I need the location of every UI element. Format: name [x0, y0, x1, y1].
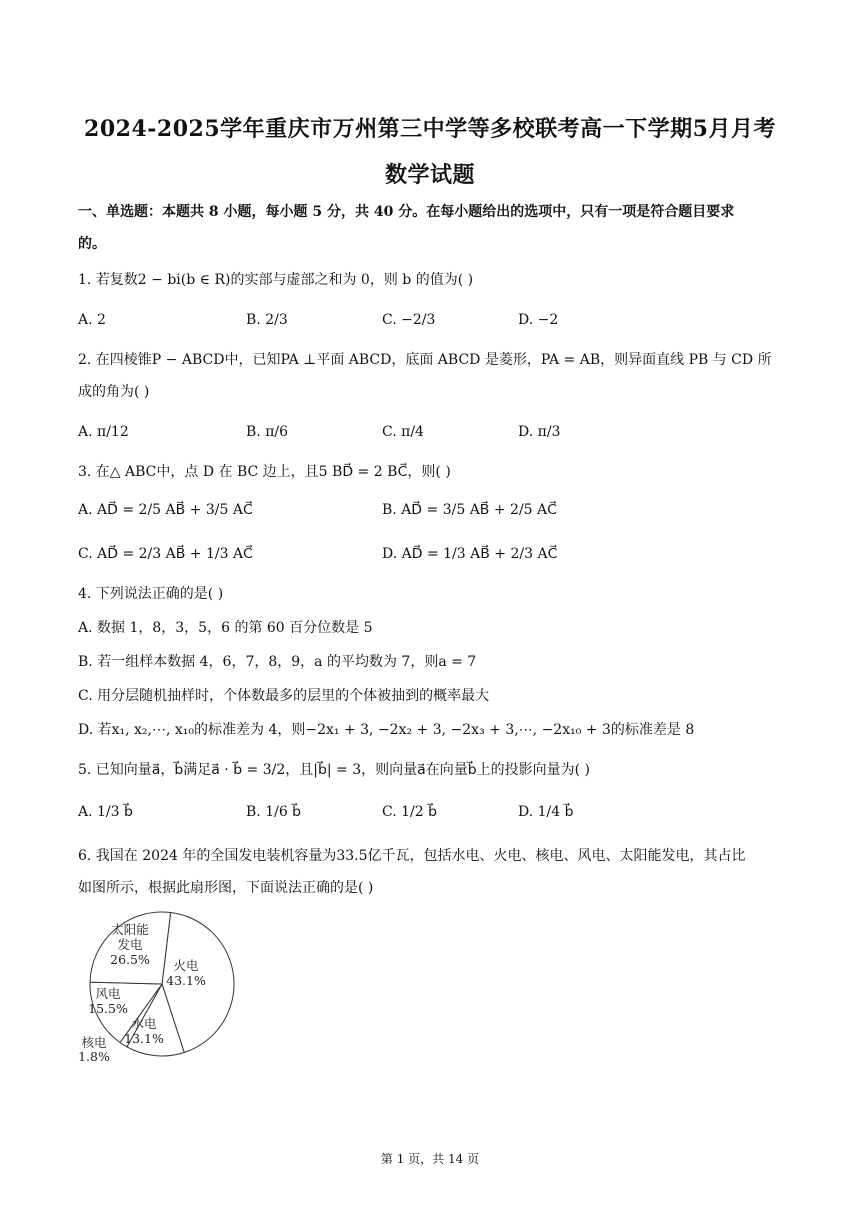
question-5-option-c: C. 1/2 b⃗: [382, 804, 437, 820]
slice-value-hydro: 13.1%: [124, 1031, 164, 1046]
question-1-option-b: B. 2/3: [246, 312, 288, 328]
question-4-option-c: C. 用分层随机抽样时，个体数最多的层里的个体被抽到的概率最大: [78, 688, 490, 704]
question-3-option-b: B. AD⃗ = 3/5 AB⃗ + 2/5 AC⃗: [382, 502, 557, 518]
slice-value-thermal: 43.1%: [166, 973, 206, 988]
slice-value-solar: 26.5%: [110, 952, 150, 967]
question-3-option-d: D. AD⃗ = 1/3 AB⃗ + 2/3 AC⃗: [382, 546, 558, 562]
question-5-option-d: D. 1/4 b⃗: [518, 804, 574, 820]
question-1-stem: 1. 若复数2 − bi(b ∈ R)的实部与虚部之和为 0，则 b 的值为( ): [78, 272, 474, 288]
slice-value-nuclear: 1.8%: [78, 1049, 110, 1064]
question-4-option-b: B. 若一组样本数据 4，6，7，8，9，a 的平均数为 7，则a = 7: [78, 654, 477, 670]
slice-label-wind: 风电: [95, 986, 121, 1001]
section-heading-cont: 的。: [78, 236, 106, 252]
page-footer: 第 1 页，共 14 页: [380, 1152, 480, 1166]
question-3-stem: 3. 在△ ABC中，点 D 在 BC 边上，且5 BD⃗ = 2 BC⃗，则( ): [78, 464, 451, 480]
section-heading: 一、单选题：本题共 8 小题，每小题 5 分，共 40 分。在每小题给出的选项中，只有一项是符合题目要求: [78, 204, 735, 220]
question-6-stem-cont: 如图所示，根据此扇形图，下面说法正确的是( ): [78, 880, 374, 896]
question-1-option-d: D. −2: [518, 312, 559, 328]
slice-value-wind: 15.5%: [88, 1001, 128, 1016]
exam-title: 2024-2025学年重庆市万州第三中学等多校联考高一下学期5月月考: [84, 116, 776, 142]
slice-label-solar-1: 太阳能: [111, 922, 149, 937]
question-3-option-a: A. AD⃗ = 2/5 AB⃗ + 3/5 AC⃗: [78, 502, 253, 518]
question-2-stem-cont: 成的角为( ): [78, 384, 150, 400]
exam-subtitle: 数学试题: [384, 162, 475, 188]
slice-label-thermal: 火电: [173, 958, 199, 973]
question-5-stem: 5. 已知向量a⃗，b⃗满足a⃗ · b⃗ = 3/2，且|b⃗| = 3，则向量a⃗在向量b⃗上的投影向量为( ): [78, 762, 590, 778]
question-3-option-c: C. AD⃗ = 2/3 AB⃗ + 1/3 AC⃗: [78, 546, 253, 562]
pie-chart: [78, 910, 248, 1065]
question-6-stem: 6. 我国在 2024 年的全国发电装机容量为33.5亿千瓦，包括水电、火电、核电、风电、太阳能发电，其占比: [78, 848, 746, 864]
question-2-option-a: A. π/12: [78, 424, 129, 440]
question-5-option-a: A. 1/3 b⃗: [78, 804, 133, 820]
slice-label-nuclear: 核电: [81, 1035, 107, 1050]
question-4-stem: 4. 下列说法正确的是( ): [78, 586, 224, 602]
question-2-option-c: C. π/4: [382, 424, 424, 440]
question-2-option-b: B. π/6: [246, 424, 289, 440]
slice-label-hydro: 水电: [131, 1016, 157, 1031]
question-2-option-d: D. π/3: [518, 424, 561, 440]
question-5-option-b: B. 1/6 b⃗: [246, 804, 302, 820]
question-4-option-a: A. 数据 1，8，3，5，6 的第 60 百分位数是 5: [78, 620, 373, 636]
slice-label-solar-2: 发电: [117, 937, 143, 952]
question-1-option-a: A. 2: [78, 312, 106, 328]
question-2-stem: 2. 在四棱锥P − ABCD中，已知PA ⊥平面 ABCD，底面 ABCD 是菱形，PA = AB，则异面直线 PB 与 CD 所: [78, 352, 772, 368]
question-4-option-d: D. 若x₁, x₂,⋯, x₁₀的标准差为 4，则−2x₁ + 3, −2x₂ + 3, −2x₃ + 3,⋯, −2x₁₀ + 3的标准差是 8: [78, 722, 695, 738]
question-1-option-c: C. −2/3: [382, 312, 436, 328]
